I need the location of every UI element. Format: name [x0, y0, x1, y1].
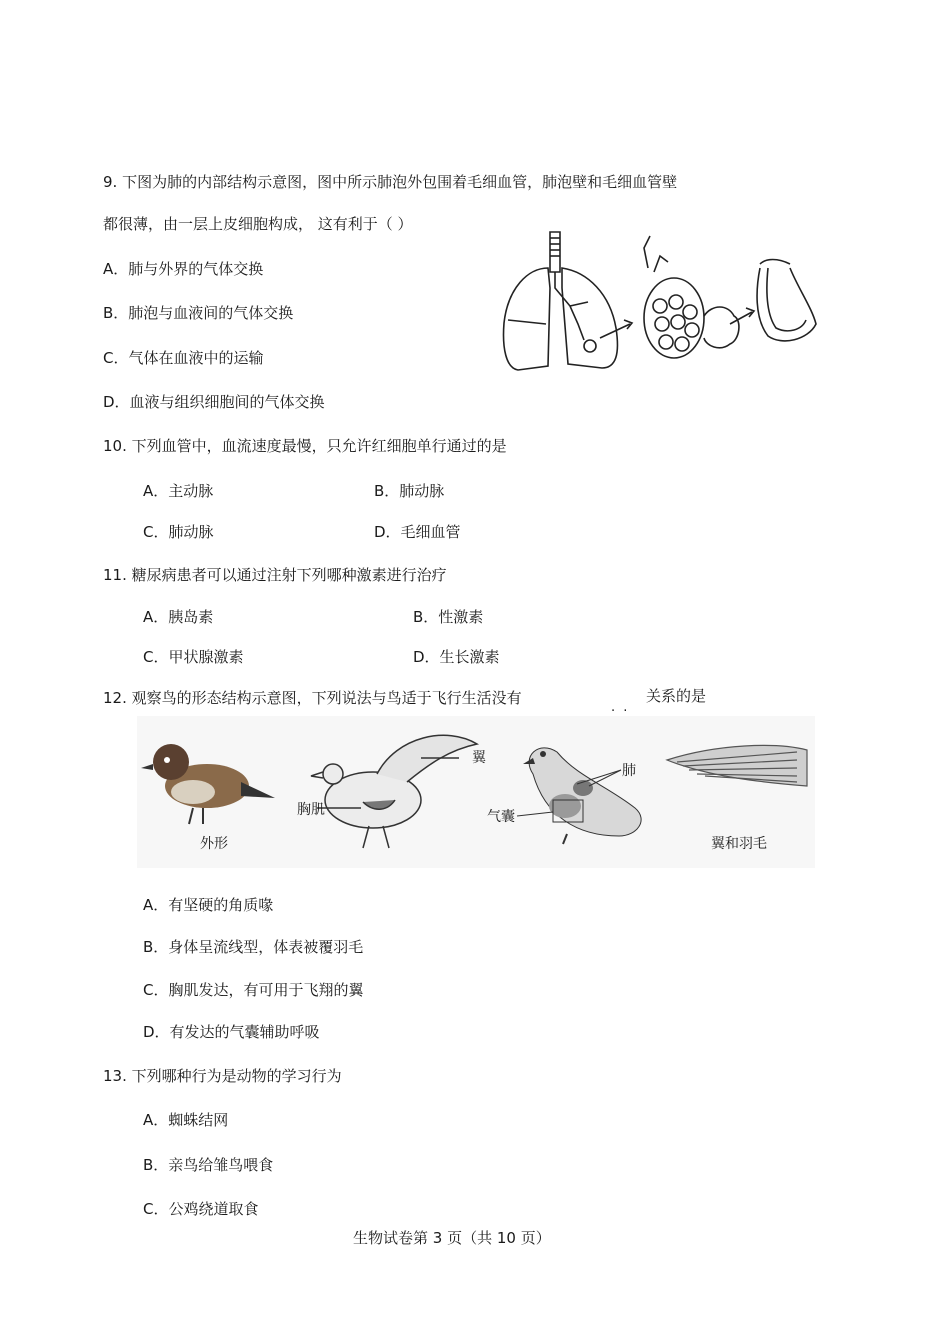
label-air-sac: 气囊 [487, 809, 515, 825]
q13-option-a: A．蜘蛛结网 [143, 1111, 229, 1129]
q11-option-b: B．性激素 [413, 608, 484, 626]
q9-stem-line1: 9. 下图为肺的内部结构示意图，图中所示肺泡外包围着毛细血管，肺泡壁和毛细血管壁 [103, 173, 678, 191]
label-wing-feather: 翼和羽毛 [711, 836, 767, 852]
left-lung-icon [504, 268, 550, 370]
q11-option-c: C．甲状腺激素 [143, 648, 244, 666]
q10-option-d: D．毛细血管 [374, 523, 461, 541]
label-outer-form: 外形 [200, 836, 228, 852]
q12-option-b: B．身体呈流线型，体表被覆羽毛 [143, 938, 364, 956]
q9-option-b: B．肺泡与血液间的气体交换 [103, 304, 294, 322]
q10-stem: 10. 下列血管中，血流速度最慢，只允许红细胞单行通过的是 [103, 437, 507, 455]
q9-stem-line2: 都很薄，由一层上皮细胞构成， 这有利于（ ） [103, 215, 413, 233]
q12-stem-end: 关系的是 [646, 687, 707, 705]
q13-option-b: B．亲鸟给雏鸟喂食 [143, 1156, 274, 1174]
lung-structure-figure [498, 228, 828, 376]
q10-option-b: B．肺动脉 [374, 482, 445, 500]
q11-option-d: D．生长激素 [413, 648, 500, 666]
q12-option-c: C．胸肌发达，有可用于飞翔的翼 [143, 981, 364, 999]
label-lung: 肺 [622, 763, 636, 779]
q12-emphasis-marks: . . [611, 700, 630, 715]
q11-option-a: A．胰岛素 [143, 608, 214, 626]
q12-option-a: A．有坚硬的角质喙 [143, 896, 274, 914]
capillary-icon [757, 268, 816, 341]
q11-stem: 11. 糖尿病患者可以通过注射下列哪种激素进行治疗 [103, 566, 447, 584]
q9-option-d: D．血液与组织细胞间的气体交换 [103, 393, 325, 411]
q13-option-c: C．公鸡绕道取食 [143, 1200, 259, 1218]
q9-option-c: C．气体在血液中的运输 [103, 349, 264, 367]
q12-option-d: D．有发达的气囊辅助呼吸 [143, 1023, 320, 1041]
q9-option-a: A．肺与外界的气体交换 [103, 260, 264, 278]
label-pectoral: 胸肌 [297, 802, 325, 818]
alveoli-cluster-icon [644, 278, 704, 358]
q10-option-a: A．主动脉 [143, 482, 214, 500]
q10-option-c: C．肺动脉 [143, 523, 214, 541]
q12-stem: 12. 观察鸟的形态结构示意图，下列说法与鸟适于飞行生活没有 [103, 689, 522, 707]
page-footer: 生物试卷第 3 页（共 10 页） [353, 1229, 551, 1247]
q13-stem: 13. 下列哪种行为是动物的学习行为 [103, 1067, 342, 1085]
right-lung-icon [562, 268, 617, 368]
label-wing: 翼 [472, 750, 486, 766]
